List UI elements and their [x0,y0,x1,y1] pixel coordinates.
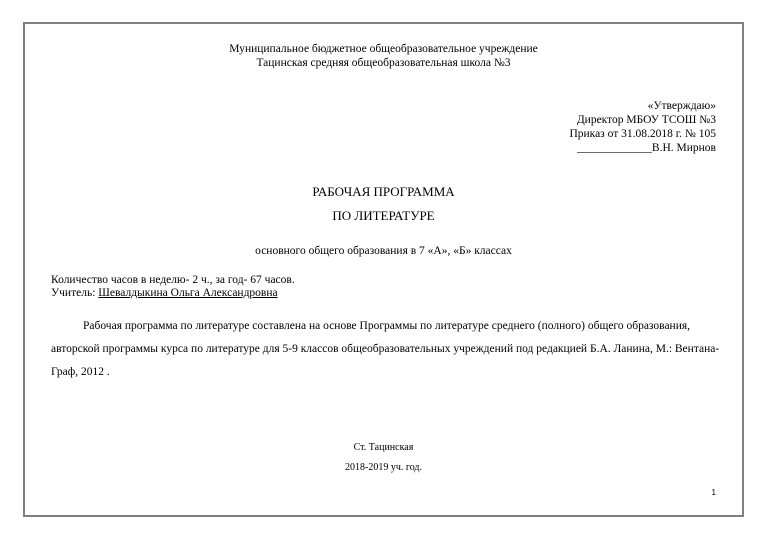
document-title: РАБОЧАЯ ПРОГРАММА [312,184,455,199]
teacher-info [51,287,295,300]
document-subject: ПО ЛИТЕРАТУРЕ [332,208,435,223]
school-header [25,42,742,70]
approval-line-4: _____________В.Н. Мирнов [577,142,716,154]
approval-block [569,99,716,155]
page-number: 1 [711,488,716,497]
program-description: Рабочая программа по литературе составлена на основе Программы по литературе среднего (полного) общего образования, авторской программы курса по литературе для 5-9 классов общеобразовательных учреждений под редакцией Б.А. Ланина, М.: Вентана-Граф, 2012 . [51,320,720,378]
course-info [51,274,295,300]
teacher-name: Шевалдыкина Ольга Александровна [98,287,278,299]
footer-place: Ст. Тацинская [353,442,414,453]
education-level: основного общего образования в 7 «А», «Б» классах [255,245,512,257]
header-line-1: Муниципальное бюджетное общеобразовательное учреждение [229,43,538,55]
header-line-2: Тацинская средняя общеобразовательная школа №3 [256,57,511,69]
approval-line-3: Приказ от 31.08.2018 г. № 105 [569,128,716,140]
footer-year: 2018-2019 уч. год. [344,462,422,473]
hours-info: Количество часов в неделю- 2 ч., за год- 67 часов. [51,274,295,286]
teacher-label: Учитель: [51,287,99,299]
approval-line-1: «Утверждаю» [647,100,716,112]
document-page [23,22,744,517]
approval-line-2: Директор МБОУ ТСОШ №3 [576,114,716,126]
